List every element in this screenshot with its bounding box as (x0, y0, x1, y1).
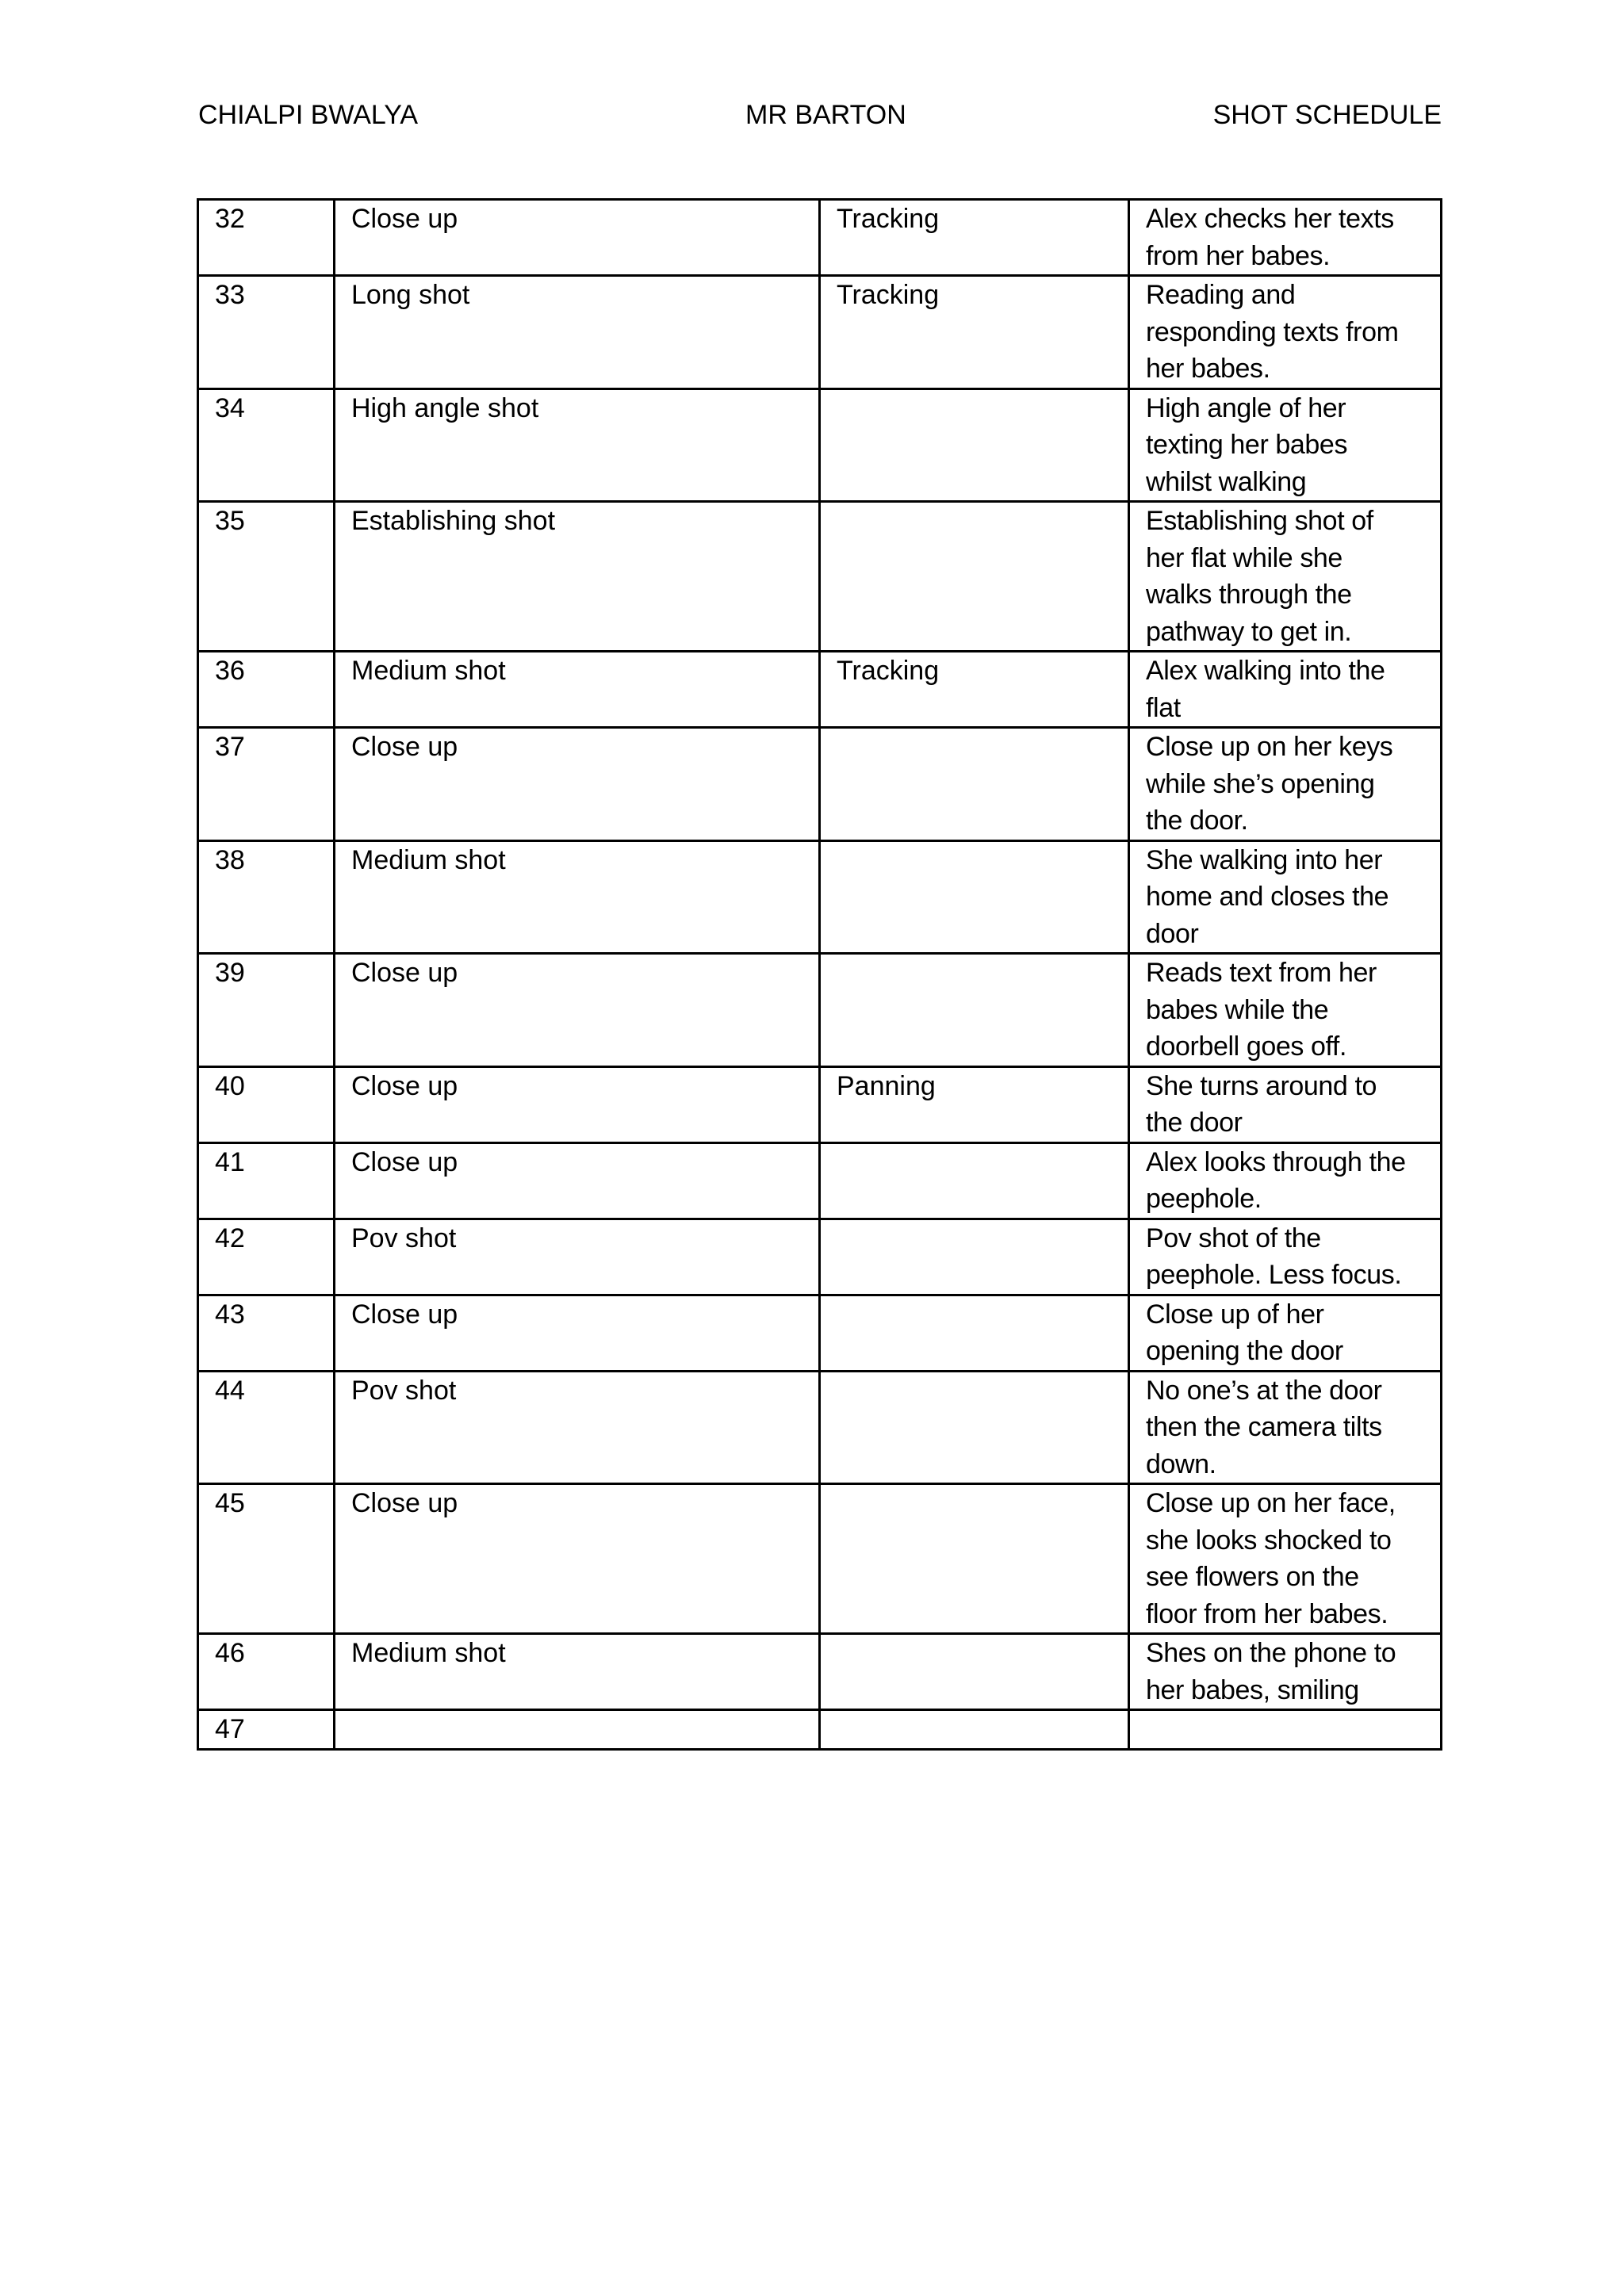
shot-description-cell (1129, 1634, 1442, 1710)
description-line: while she’s opening (1146, 768, 1375, 799)
shot-type-cell: Close up (335, 1066, 820, 1142)
description-line: door (1146, 918, 1199, 949)
student-name: CHIALPI BWALYA (198, 100, 419, 130)
description-line: Close up on her keys (1146, 732, 1393, 762)
table-row (198, 388, 1442, 502)
shot-description-cell (1129, 276, 1442, 389)
shot-type-cell: Long shot (335, 276, 820, 389)
shot-description-cell (1129, 200, 1442, 276)
table-row (198, 200, 1442, 276)
shot-description-cell (1129, 1066, 1442, 1142)
description-line: down. (1146, 1448, 1216, 1479)
shot-type-cell: Establishing shot (335, 502, 820, 652)
shot-number-cell: 40 (198, 1066, 335, 1142)
shot-description-cell (1129, 1484, 1442, 1634)
table-row (198, 1295, 1442, 1371)
table-row (198, 652, 1442, 728)
shot-type-cell: Pov shot (335, 1371, 820, 1484)
description-line: opening the door (1146, 1336, 1343, 1366)
table-row (198, 1142, 1442, 1219)
shot-type-cell: Close up (335, 1484, 820, 1634)
camera-movement-cell: Tracking (820, 200, 1129, 276)
camera-movement-cell (820, 388, 1129, 502)
shot-description-cell (1129, 1219, 1442, 1295)
description-line: Alex checks her texts (1146, 204, 1394, 234)
shot-description-cell (1129, 502, 1442, 652)
shot-type-cell: Close up (335, 200, 820, 276)
shot-type-cell: Medium shot (335, 652, 820, 728)
description-line: she looks shocked to (1146, 1525, 1392, 1556)
camera-movement-cell (820, 1634, 1129, 1710)
description-line: She walking into her (1146, 844, 1383, 875)
table-row (198, 1219, 1442, 1295)
description-line: from her babes. (1146, 240, 1331, 271)
description-line: the door. (1146, 806, 1248, 836)
shot-description-cell (1129, 1710, 1442, 1750)
page-header (198, 97, 1442, 133)
shot-description-cell (1129, 728, 1442, 841)
shot-schedule-table (197, 198, 1442, 1751)
description-line: floor from her babes. (1146, 1598, 1388, 1629)
shot-type-cell: Medium shot (335, 1634, 820, 1710)
shot-type-cell: High angle shot (335, 388, 820, 502)
description-line (1146, 1711, 1429, 1748)
description-line: Reads text from her (1146, 958, 1377, 988)
description-line: She turns around to (1146, 1070, 1377, 1101)
description-line: Establishing shot of (1146, 506, 1373, 536)
camera-movement-cell: Panning (820, 1066, 1129, 1142)
teacher-name: MR BARTON (745, 100, 906, 130)
table-row (198, 954, 1442, 1067)
camera-movement-cell (820, 1371, 1129, 1484)
table-row (198, 276, 1442, 389)
shot-number-cell: 35 (198, 502, 335, 652)
description-line: Reading and (1146, 280, 1296, 310)
description-line: then the camera tilts (1146, 1412, 1382, 1442)
description-line: Pov shot of the (1146, 1223, 1321, 1253)
shot-number-cell: 44 (198, 1371, 335, 1484)
description-line: whilst walking (1146, 466, 1307, 497)
description-line: doorbell goes off. (1146, 1031, 1347, 1062)
document-title: SHOT SCHEDULE (1212, 100, 1442, 130)
shot-description-cell (1129, 1142, 1442, 1219)
camera-movement-cell (820, 1295, 1129, 1371)
description-line: her babes. (1146, 354, 1270, 384)
shot-description-cell (1129, 1371, 1442, 1484)
camera-movement-cell (820, 1142, 1129, 1219)
description-line: peephole. (1146, 1184, 1262, 1214)
table-row (198, 1066, 1442, 1142)
description-line: walks through the (1146, 580, 1352, 610)
description-line: home and closes the (1146, 882, 1389, 912)
table-row (198, 1484, 1442, 1634)
shot-type-cell: Medium shot (335, 840, 820, 954)
camera-movement-cell (820, 1710, 1129, 1750)
description-line: pathway to get in. (1146, 616, 1352, 647)
description-line: No one’s at the door (1146, 1375, 1382, 1406)
table-row (198, 1634, 1442, 1710)
description-line: see flowers on the (1146, 1562, 1359, 1592)
description-line: Alex looks through the (1146, 1146, 1406, 1177)
description-line: Alex walking into the (1146, 656, 1385, 686)
shot-type-cell: Close up (335, 728, 820, 841)
camera-movement-cell (820, 840, 1129, 954)
description-line: Close up on her face, (1146, 1488, 1396, 1518)
shot-number-cell: 41 (198, 1142, 335, 1219)
shot-number-cell: 43 (198, 1295, 335, 1371)
camera-movement-cell: Tracking (820, 652, 1129, 728)
shot-number-cell: 33 (198, 276, 335, 389)
description-line: babes while the (1146, 994, 1329, 1025)
camera-movement-cell (820, 954, 1129, 1067)
description-line: her babes, smiling (1146, 1674, 1359, 1705)
description-line: Close up of her (1146, 1299, 1324, 1330)
shot-number-cell: 38 (198, 840, 335, 954)
shot-type-cell: Close up (335, 1142, 820, 1219)
camera-movement-cell (820, 728, 1129, 841)
description-line: texting her babes (1146, 430, 1348, 460)
shot-number-cell: 39 (198, 954, 335, 1067)
description-line: Shes on the phone to (1146, 1638, 1396, 1668)
shot-type-cell (335, 1710, 820, 1750)
table-row (198, 1710, 1442, 1750)
shot-description-cell (1129, 652, 1442, 728)
shot-description-cell (1129, 954, 1442, 1067)
shot-number-cell: 47 (198, 1710, 335, 1750)
shot-description-cell (1129, 1295, 1442, 1371)
camera-movement-cell (820, 502, 1129, 652)
shot-number-cell: 34 (198, 388, 335, 502)
table-row (198, 502, 1442, 652)
table-row (198, 840, 1442, 954)
description-line: flat (1146, 692, 1181, 723)
shot-number-cell: 45 (198, 1484, 335, 1634)
description-line: the door (1146, 1108, 1243, 1138)
description-line: High angle of her (1146, 392, 1346, 423)
shot-number-cell: 32 (198, 200, 335, 276)
camera-movement-cell: Tracking (820, 276, 1129, 389)
shot-type-cell: Close up (335, 954, 820, 1067)
description-line: her flat while she (1146, 542, 1342, 573)
description-line: peephole. Less focus. (1146, 1260, 1402, 1290)
camera-movement-cell (820, 1219, 1129, 1295)
shot-description-cell (1129, 840, 1442, 954)
shot-number-cell: 46 (198, 1634, 335, 1710)
shot-type-cell: Pov shot (335, 1219, 820, 1295)
camera-movement-cell (820, 1484, 1129, 1634)
table-row (198, 1371, 1442, 1484)
shot-schedule-body (198, 200, 1442, 1750)
shot-type-cell: Close up (335, 1295, 820, 1371)
shot-number-cell: 37 (198, 728, 335, 841)
table-row (198, 728, 1442, 841)
shot-number-cell: 42 (198, 1219, 335, 1295)
description-line: responding texts from (1146, 316, 1399, 347)
shot-number-cell: 36 (198, 652, 335, 728)
shot-description-cell (1129, 388, 1442, 502)
